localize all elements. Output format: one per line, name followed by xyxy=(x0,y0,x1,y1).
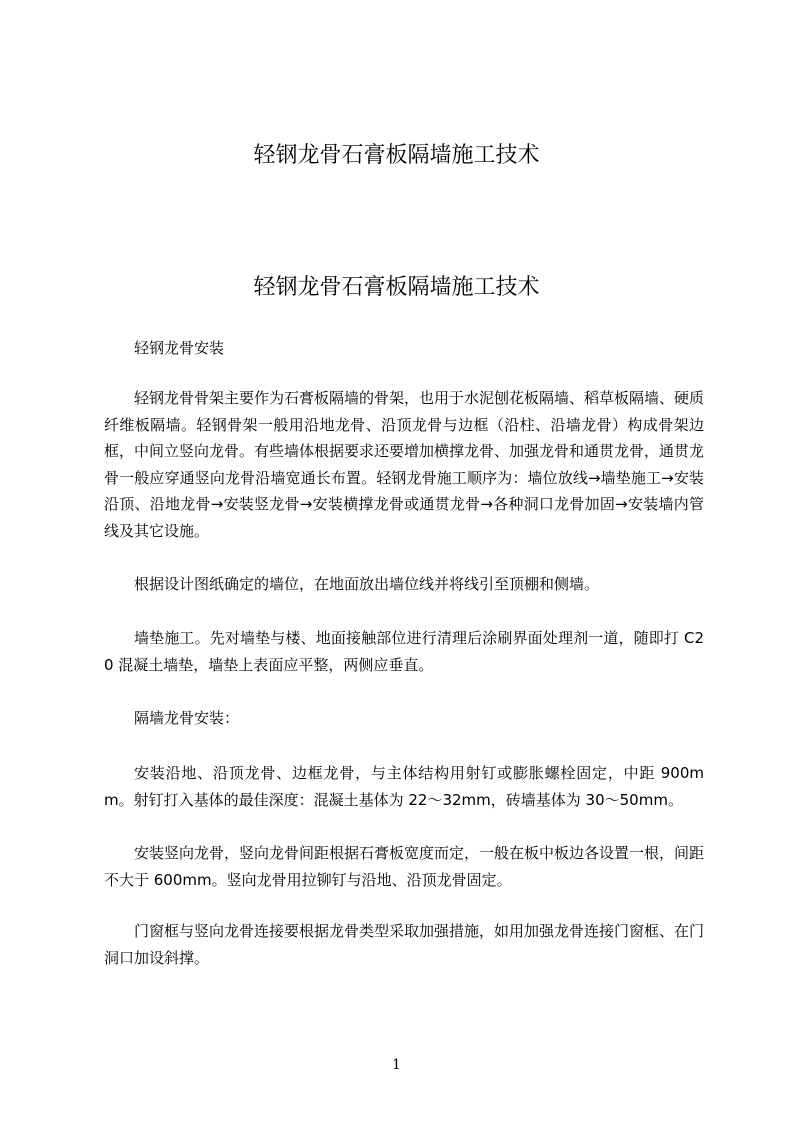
section-heading-keel-installation: 轻钢龙骨安装 xyxy=(134,339,225,357)
document-title-top: 轻钢龙骨石膏板隔墙施工技术 xyxy=(253,143,540,168)
paragraph-wall-base: 墙垫施工。先对墙垫与楼、地面接触部位进行清理后涂刷界面处理剂一道，随即打 C20 混凝土墙垫，墙垫上表面应平整，两侧应垂直。 xyxy=(104,629,704,674)
paragraph-floor-ceiling-keel: 安装沿地、沿顶龙骨、边框龙骨，与主体结构用射钉或膨胀螺栓固定，中距 900mm。射钉打入基体的最佳深度：混凝土基体为 22～32mm，砖墙基体为 30～50mm。 xyxy=(104,764,704,809)
section-heading-partition-keel: 隔墙龙骨安装： xyxy=(134,709,240,727)
paragraph-keel-frame: 轻钢龙骨骨架主要作为石膏板隔墙的骨架，也用于水泥刨花板隔墙、稻草板隔墙、硬质纤维板隔墙。轻钢骨架一般用沿地龙骨、沿顶龙骨与边框（沿柱、沿墙龙骨）构成骨架边框，中间立竖向龙骨。有些墙体根据要求还要增加横撑龙骨、加强龙骨和通贯龙骨，通贯龙骨一般应穿通竖向龙骨沿墙宽通长布置。轻钢龙骨施工顺序为：墙位放线→墙垫施工→安装沿顶、沿地龙骨→安装竖龙骨→安装横撑龙骨或通贯龙骨→各种洞口龙骨加固→安装墙内管线及其它设施。 xyxy=(104,389,705,540)
paragraph-wall-layout: 根据设计图纸确定的墙位，在地面放出墙位线并将线引至顶棚和侧墙。 xyxy=(134,575,600,593)
document-title-main: 轻钢龙骨石膏板隔墙施工技术 xyxy=(253,275,540,300)
page-number: 1 xyxy=(392,1057,401,1073)
paragraph-door-window-frame: 门窗框与竖向龙骨连接要根据龙骨类型采取加强措施，如用加强龙骨连接门窗框、在门洞口加设斜撑。 xyxy=(104,922,705,967)
paragraph-vertical-keel: 安装竖向龙骨，竖向龙骨间距根据石膏板宽度而定，一般在板中板边各设置一根，间距不大于 600mm。竖向龙骨用拉铆钉与沿地、沿顶龙骨固定。 xyxy=(104,844,705,889)
